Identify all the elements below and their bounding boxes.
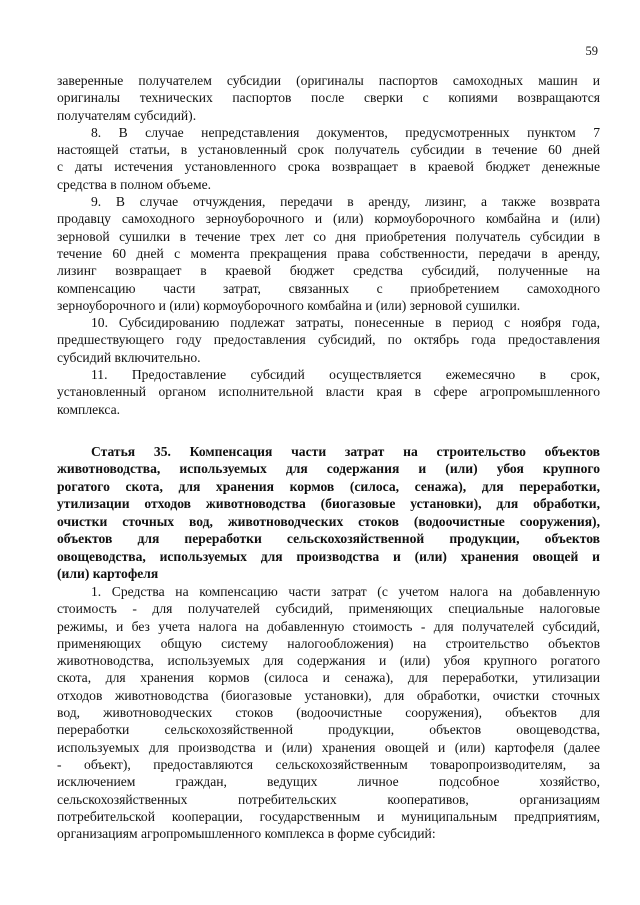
- text-line: переработки сельскохозяйственной продукции, объектов овощеводства,: [57, 722, 600, 738]
- paragraph-item-9: [57, 193, 600, 314]
- text-line: 10. Субсидированию подлежат затраты, понесенные в период с ноября года,: [91, 315, 600, 331]
- text-line: продавцу самоходного зерноуборочного и (или) кормоуборочного комбайна и (или): [57, 211, 600, 227]
- text-line: средства в полном объеме.: [57, 176, 212, 192]
- text-line: установленный органом исполнительной власти края в сфере агропромышленного: [57, 384, 600, 400]
- page-content: [57, 72, 600, 842]
- heading-line: (или) картофеля: [57, 566, 159, 582]
- heading-line: животноводства, используемых для содержания и (или) убоя крупного: [57, 461, 600, 477]
- text-line: 8. В случае непредставления документов, предусмотренных пунктом 7: [91, 124, 600, 140]
- heading-line: утилизации отходов животноводства (биогазовые установки), для обработки,: [57, 496, 600, 512]
- text-line: используемых для производства и (или) хранения овощей и (или) картофеля (далее: [57, 739, 600, 755]
- heading-line: очистки сточных вод, животноводческих стоков (водоочистные сооружения),: [57, 513, 600, 529]
- paragraph-article-35-item-1: [57, 583, 600, 842]
- text-line: зерноуборочного и (или) кормоуборочного комбайна и (или) зерновой сушилки.: [57, 297, 521, 313]
- text-line: 11. Предоставление субсидий осуществляется ежемесячно в срок,: [91, 367, 600, 383]
- text-line: 1. Средства на компенсацию части затрат (с учетом налога на добавленную: [91, 583, 600, 599]
- text-line: заверенные получателем субсидии (оригиналы паспортов самоходных машин и: [57, 73, 600, 88]
- text-line: лизинг возвращает в краевой бюджет средства субсидий, полученные на: [57, 263, 600, 279]
- text-line: компенсацию части затрат, связанных с приобретением самоходного: [57, 280, 600, 296]
- text-line: исключением граждан, ведущих личное подсобное хозяйство,: [57, 774, 600, 790]
- text-line: комплекса.: [57, 401, 121, 417]
- heading-line: овощеводства, используемых для производства и (или) хранения овощей и: [57, 548, 600, 564]
- page-number: 59: [585, 44, 598, 58]
- text-line: предшествующего году предоставления субсидий, по октябрь года предоставления: [57, 332, 600, 348]
- paragraph-item-10: [57, 314, 600, 366]
- text-line: применяющих общую систему налогообложения) на строительство объектов: [57, 635, 600, 651]
- text-line: настоящей статьи, в установленный срок получатель субсидии в течение 60 дней: [57, 142, 600, 158]
- text-line: - объект), предоставляются сельскохозяйственным товаропроизводителям, за: [57, 756, 600, 772]
- heading-line: объектов для переработки сельскохозяйственной продукции, объектов: [57, 531, 600, 547]
- text-line: 9. В случае отчуждения, передачи в аренду, лизинг, а также возврата: [91, 194, 600, 210]
- text-line: с даты истечения установленного срока возвращает в краевой бюджет денежные: [57, 159, 600, 175]
- paragraph-continuation: [57, 72, 600, 124]
- text-line: скота, для хранения кормов (силоса и сенажа), для переработки, утилизации: [57, 670, 600, 686]
- text-line: течение 60 дней с момента прекращения права собственности, передачи в аренду,: [57, 245, 600, 261]
- text-line: потребительской кооперации, государственным и муниципальным предприятиям,: [57, 808, 600, 824]
- text-line: организациям агропромышленного комплекса в форме субсидий:: [57, 826, 436, 842]
- text-line: получателям субсидий).: [57, 107, 197, 123]
- text-line: режимы, и без учета налога на добавленную стоимость - для получателей субсидий,: [57, 618, 600, 634]
- heading-line: Статья 35. Компенсация части затрат на строительство объектов: [91, 443, 600, 459]
- paragraph-item-11: [57, 366, 600, 418]
- text-line: отходов животноводства (биогазовые установки), для обработки, очистки сточных: [57, 687, 600, 703]
- paragraph-item-8: [57, 124, 600, 193]
- text-line: зерновой сушилки в течение трех лет со дня приобретения получатель субсидии в: [57, 228, 600, 244]
- text-line: сельскохозяйственных потребительских кооперативов, организациям: [57, 791, 600, 807]
- heading-line: рогатого скота, для хранения кормов (силоса, сенажа), для переработки,: [57, 478, 600, 494]
- text-line: стоимость - для получателей субсидий, применяющих специальные налоговые: [57, 601, 600, 617]
- text-line: оригиналы технических паспортов после сверки с копиями возвращаются: [57, 90, 600, 106]
- text-line: субсидий включительно.: [57, 349, 201, 365]
- text-line: животноводства, используемых для содержания и (или) убоя крупного рогатого: [57, 653, 600, 669]
- article-35-heading: [57, 443, 600, 583]
- text-line: вод, животноводческих стоков (водоочистные сооружения), объектов для: [57, 705, 600, 721]
